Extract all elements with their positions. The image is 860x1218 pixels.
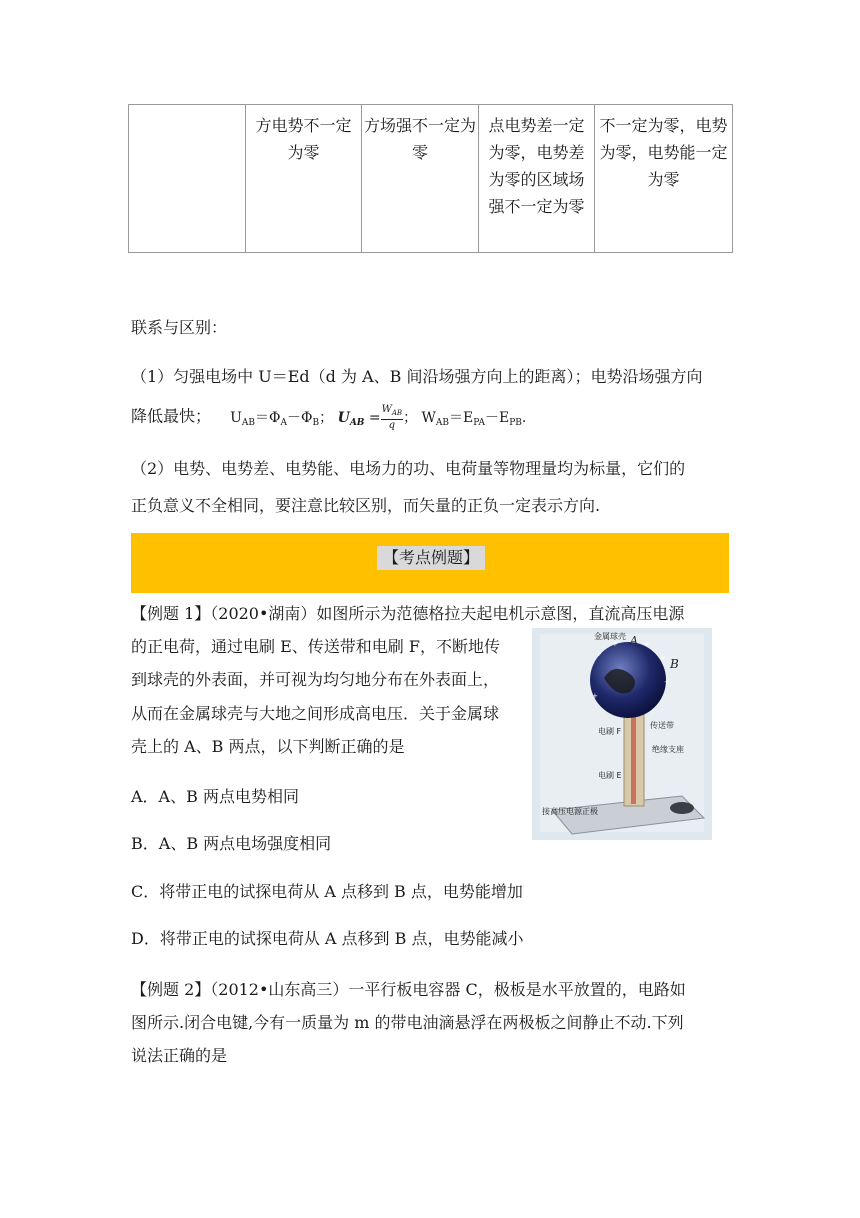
paragraph-1-line-1: （1）匀强电场中 U＝Ed（d 为 A、B 间沿场强方向上的距离）；电势沿场强方向 bbox=[131, 367, 703, 386]
label-belt: 传送带 bbox=[650, 721, 674, 730]
example2-line-1: 【例题 2】（2012•山东高三）一平行板电容器 C，极板是水平放置的，电路如 bbox=[131, 980, 686, 999]
paragraph-2-line-1: （2）电势、电势差、电势能、电场力的功、电荷量等物理量均为标量，它们的 bbox=[131, 459, 686, 478]
table-cell: 方场强不一定为零 bbox=[362, 105, 479, 253]
example2-line-3: 说法正确的是 bbox=[131, 1046, 228, 1065]
label-b: B bbox=[670, 657, 679, 671]
paragraph-1-line-2 bbox=[131, 404, 526, 433]
comparison-table bbox=[128, 104, 733, 253]
paragraph-1-prefix: 降低最快； bbox=[131, 406, 212, 426]
base-knob bbox=[670, 802, 694, 814]
option-b: B．A、B 两点电场强度相同 bbox=[131, 834, 332, 853]
svg-text:+: + bbox=[592, 692, 598, 700]
table-cell: 不一定为零，电势为零，电势能一定为零 bbox=[595, 105, 733, 253]
label-a: A bbox=[630, 634, 638, 647]
section-heading: 联系与区别： bbox=[131, 318, 228, 337]
option-d: D．将带正电的试探电荷从 A 点移到 B 点，电势能减小 bbox=[131, 929, 524, 948]
paragraph-2-line-2: 正负意义不全相同，要注意比较区别，而矢量的正负一定表示方向. bbox=[131, 496, 601, 515]
example-banner bbox=[131, 533, 729, 593]
svg-text:+: + bbox=[660, 654, 666, 662]
banner-label: 【考点例题】 bbox=[377, 546, 485, 570]
svg-text:+: + bbox=[612, 640, 618, 648]
label-metal-shell: 金属球壳 bbox=[594, 632, 626, 641]
table-cell: 方电势不一定为零 bbox=[246, 105, 362, 253]
example1-line-3: 到球壳的外表面，并可视为均匀地分布在外表面上， bbox=[131, 670, 500, 689]
svg-text:+: + bbox=[596, 650, 602, 658]
label-brush-f: 电刷 F bbox=[598, 727, 622, 736]
svg-text:+: + bbox=[664, 678, 670, 686]
label-power: 接高压电源正极 bbox=[542, 807, 598, 816]
example1-line-5: 壳上的 A、B 两点，以下判断正确的是 bbox=[131, 737, 405, 756]
svg-text:+: + bbox=[644, 640, 650, 648]
example1-line-2: 的正电荷，通过电刷 E、传送带和电刷 F，不断地传 bbox=[131, 637, 500, 656]
example1-line-4: 从而在金属球壳与大地之间形成高电压．关于金属球 bbox=[131, 704, 500, 723]
table-row bbox=[129, 105, 733, 253]
van-de-graaff-figure bbox=[532, 628, 712, 840]
formula-uab: $U_{AB}=\Phi_A-\Phi_B$； $U_{AB}$ = $\frac{W_{AB}}{q}$ ； $W_{AB}=E_{PA}-E_{PB}$. bbox=[230, 404, 527, 431]
example1-line-1: 【例题 1】（2020•湖南）如图所示为范德格拉夫起电机示意图，直流高压电源 bbox=[131, 604, 685, 623]
option-c: C．将带正电的试探电荷从 A 点移到 B 点，电势能增加 bbox=[131, 882, 523, 901]
example2-line-2: 图所示.闭合电键,今有一质量为 m 的带电油滴悬浮在两极板之间静止不动.下列 bbox=[131, 1013, 684, 1032]
table-cell bbox=[129, 105, 246, 253]
table-cell: 点电势差一定为零，电势差为零的区域场强不一定为零 bbox=[479, 105, 595, 253]
option-a: A．A、B 两点电势相同 bbox=[131, 787, 299, 806]
label-brush-e: 电刷 E bbox=[598, 771, 622, 780]
label-support: 绝缘支座 bbox=[652, 745, 684, 754]
